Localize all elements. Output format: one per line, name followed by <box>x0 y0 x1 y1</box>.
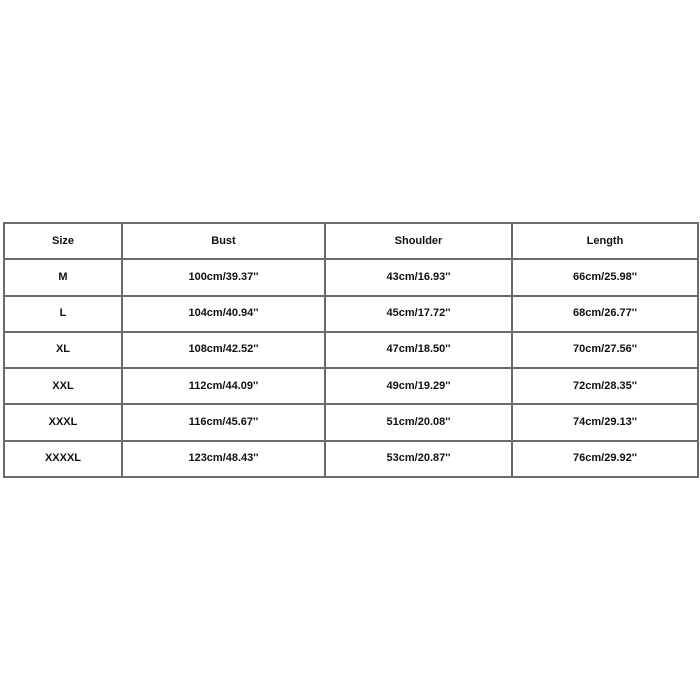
size-cell: XXL <box>4 368 122 404</box>
shoulder-cell: 53cm/20.87'' <box>325 441 512 477</box>
header-length: Length <box>512 223 698 259</box>
header-size: Size <box>4 223 122 259</box>
table-row <box>4 441 698 477</box>
length-cell: 68cm/26.77'' <box>512 296 698 332</box>
size-cell: XXXL <box>4 404 122 440</box>
table-row <box>4 332 698 368</box>
length-cell: 74cm/29.13'' <box>512 404 698 440</box>
header-shoulder: Shoulder <box>325 223 512 259</box>
bust-cell: 100cm/39.37'' <box>122 259 325 295</box>
shoulder-cell: 49cm/19.29'' <box>325 368 512 404</box>
bust-cell: 116cm/45.67'' <box>122 404 325 440</box>
length-cell: 70cm/27.56'' <box>512 332 698 368</box>
bust-cell: 112cm/44.09'' <box>122 368 325 404</box>
length-cell: 76cm/29.92'' <box>512 441 698 477</box>
size-cell: M <box>4 259 122 295</box>
size-cell: XXXXL <box>4 441 122 477</box>
shoulder-cell: 45cm/17.72'' <box>325 296 512 332</box>
size-cell: L <box>4 296 122 332</box>
shoulder-cell: 47cm/18.50'' <box>325 332 512 368</box>
size-chart-table <box>3 222 699 478</box>
table-row <box>4 259 698 295</box>
shoulder-cell: 43cm/16.93'' <box>325 259 512 295</box>
length-cell: 72cm/28.35'' <box>512 368 698 404</box>
table-row <box>4 368 698 404</box>
size-cell: XL <box>4 332 122 368</box>
shoulder-cell: 51cm/20.08'' <box>325 404 512 440</box>
table-row <box>4 296 698 332</box>
table-row <box>4 404 698 440</box>
table-header-row <box>4 223 698 259</box>
header-bust: Bust <box>122 223 325 259</box>
length-cell: 66cm/25.98'' <box>512 259 698 295</box>
bust-cell: 108cm/42.52'' <box>122 332 325 368</box>
bust-cell: 123cm/48.43'' <box>122 441 325 477</box>
bust-cell: 104cm/40.94'' <box>122 296 325 332</box>
